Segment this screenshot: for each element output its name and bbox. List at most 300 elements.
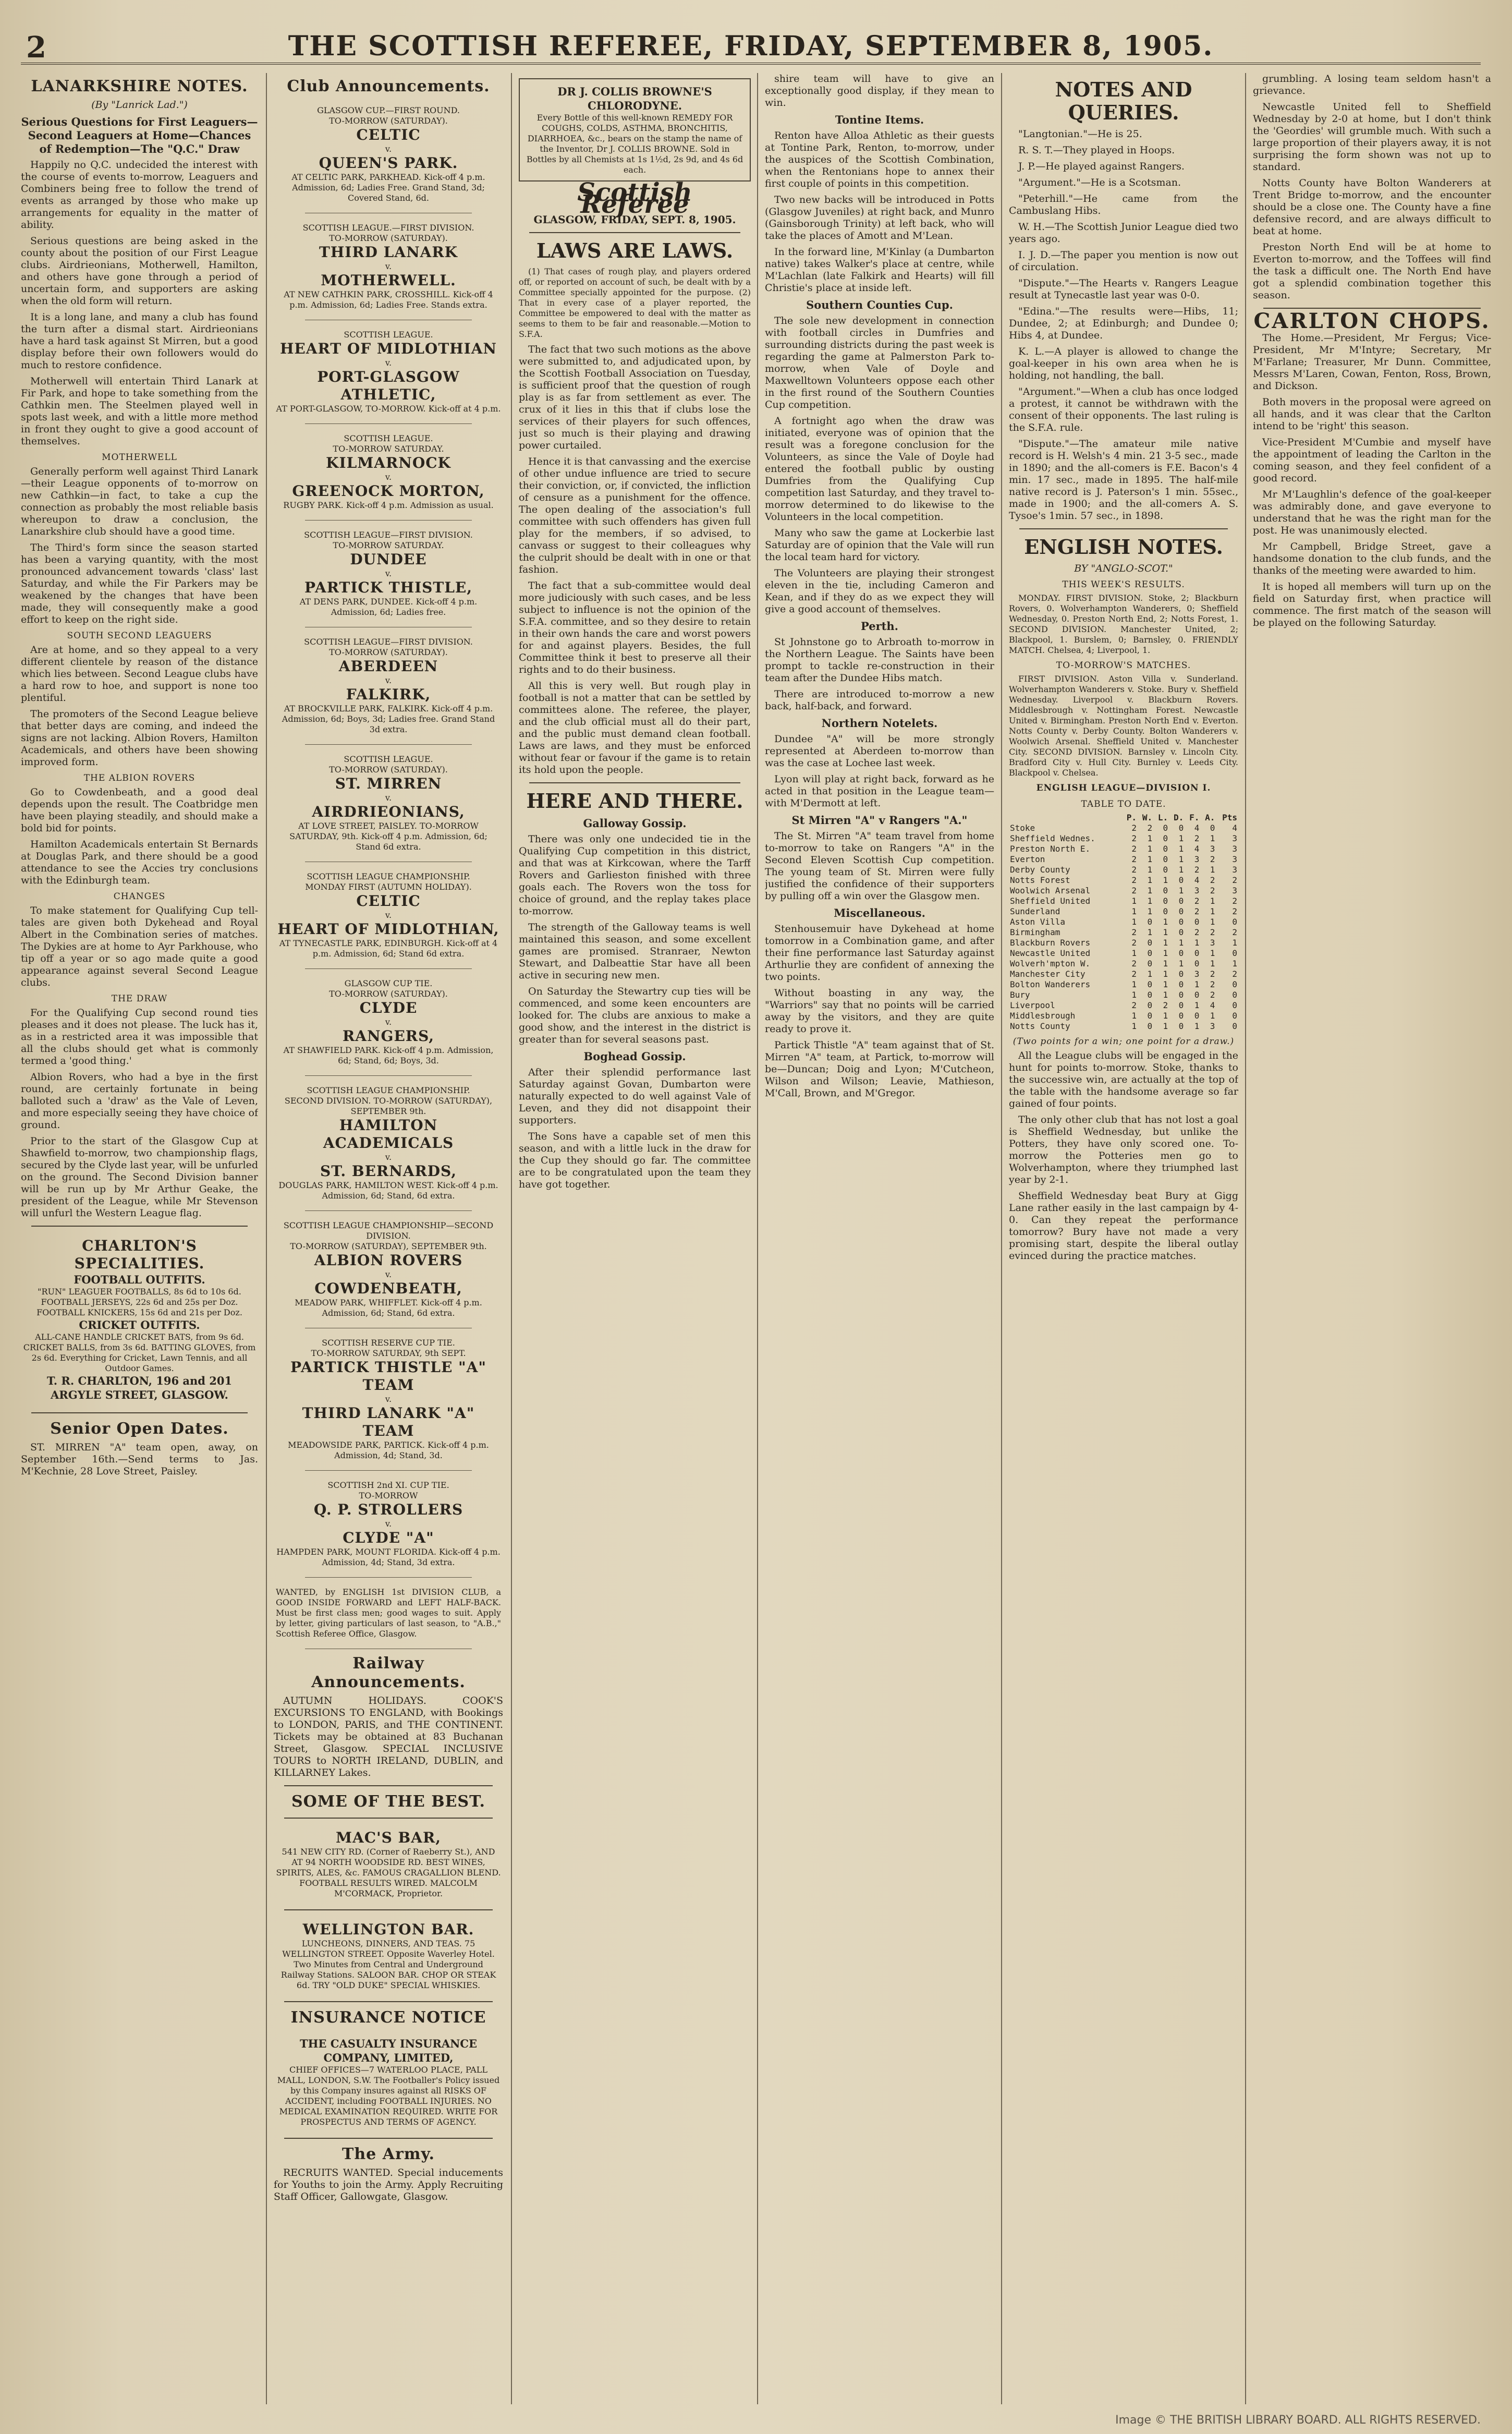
table-cell: 1 [1178, 833, 1184, 843]
table-cell: 2 [1131, 833, 1137, 843]
paragraph: Sheffield Wednesday beat Bury at Gigg Lane rather easily in the last campaign by 4-0. Can they repeat the performance tomorrow? Bury have not made a very promising start, despite the liberal outlay evinced during the practice matches. [1009, 1190, 1238, 1262]
divider [305, 968, 472, 969]
query-answer: "Edina."—The results were—Hibs, 11; Dundee, 2; at Edinburgh; and Dundee 0; Hibs 4, at Dundee. [1009, 306, 1238, 341]
match-date: SECOND DIVISION. TO-MORROW (SATURDAY), SEPTEMBER 9th. [284, 1096, 493, 1116]
table-cell: 0 [1178, 979, 1184, 989]
away-team: CLYDE "A" [343, 1529, 434, 1546]
table-cell: 3 [1194, 854, 1200, 864]
home-team: HEART OF MIDLOTHIAN [279, 340, 497, 357]
table-cell: 0 [1147, 1000, 1153, 1010]
club-announcement [274, 325, 503, 418]
table-cell: 2 [1232, 906, 1237, 916]
away-team: COWDENBEATH, [314, 1280, 462, 1297]
home-team: DUNDEE [350, 551, 427, 568]
advert-text: "RUN" LEAGUER FOOTBALLS, 8s 6d to 10s 6d. FOOTBALL JERSEYS, 22s 6d and 25s per Doz. FOOTBALL KNICKERS, 15s 6d and 21s per Doz. [36, 1287, 242, 1317]
table-column-header: A. [1205, 813, 1215, 822]
table-cell: 2 [1131, 823, 1137, 833]
table-cell: 1 [1163, 927, 1168, 937]
table-cell: 0 [1147, 990, 1153, 1000]
paragraph: The fact that a sub-committee would deal more judiciously with such cases, and be less subject to influence is not the opinion of the S.F.A. committee, and so they desire to retain in their own hands the care and worst powers for and against players. Besides, the full Committee think it best to preserve all their rights and to do their business. [519, 580, 751, 675]
paragraph: The Home.—President, Mr Fergus; Vice-President, Mr M'Intyre; Secretary, Mr M'Farlane; Treasurer, Mr Dunn. Committee, Messrs M'Laren, Cowan, Fenton, Ross, Brown, and Dickson. [1253, 332, 1491, 392]
versus: v. [385, 568, 392, 578]
paragraph: Motherwell will entertain Third Lanark at Fir Park, and hope to take something from the Cathkin men. The Steelmen played well in spots last week, and with a little more method in front they ought to give a good account of themselves. [21, 376, 258, 447]
paragraph: AUTUMN HOLIDAYS. COOK'S EXCURSIONS TO ENGLAND, with Bookings to LONDON, PARIS, and THE CONTINENT. Tickets may be obtained at 83 Buchanan Street, Glasgow. SPECIAL INCLUSIVE TOURS to NORTH IRELAND, DUBLIN, and KILLARNEY Lakes. [274, 1695, 503, 1778]
table-cell: 0 [1147, 959, 1153, 968]
table-cell: 1 [1147, 844, 1153, 854]
table-cell: 2 [1232, 969, 1237, 979]
paragraph: Albion Rovers, who had a bye in the first round, are certainly fortunate in being balloted such a 'draw' as the Vale of Leven, and more especially seeing they have choice of ground. [21, 1071, 258, 1131]
divider [305, 1075, 472, 1076]
league-table [1009, 813, 1238, 1032]
table-cell: 0 [1178, 948, 1184, 958]
table-row [1009, 854, 1238, 865]
versus: v. [385, 261, 392, 271]
table-cell: 1 [1163, 1021, 1168, 1031]
match-date: MONDAY FIRST (AUTUMN HOLIDAY). [305, 882, 472, 892]
table-cell: Everton [1010, 854, 1045, 864]
results-list: MONDAY. FIRST DIVISION. Stoke, 2; Blackburn Rovers, 0. Wolverhampton Wanderers, 0; Sheffield Wednesday, 0. Preston North End, 2; Notts Forest, 1. SECOND DIVISION. Manchester United, 2; Blackpool, 1. Burslem, 0; Barnsley, 0. FRIENDLY MATCH. Chelsea, 4; Liverpool, 1. [1009, 593, 1238, 655]
divider [305, 1210, 472, 1211]
query-answer: J. P.—He played against Rangers. [1018, 161, 1185, 172]
paragraph: The St. Mirren "A" team travel from home to-morrow to take on Rangers "A" in the Second Eleven Scottish Cup competition. The young team of St. Mirren were fully justified the confidence of their supporters by pulling off a win over the Glasgow men. [765, 830, 994, 902]
paragraph: Preston North End will be at home to Everton to-morrow, and the Toffees will find the task a difficult one. The North End have got a splendid combination together this season. [1253, 241, 1491, 301]
column-editorial [519, 73, 751, 2404]
table-cell: Sheffield Wednes. [1010, 833, 1095, 843]
table-row [1009, 979, 1238, 990]
table-cell: 1 [1163, 990, 1168, 1000]
home-team: PARTICK THISTLE "A" TEAM [290, 1359, 486, 1394]
paragraph: grumbling. A losing team seldom hasn't a grievance. [1253, 73, 1491, 96]
advert-title: DR J. COLLIS BROWNE'S CHLORODYNE. [557, 85, 712, 112]
table-column-header: F. [1189, 813, 1200, 822]
table-cell: 2 [1131, 938, 1137, 948]
section-heading: ENGLISH NOTES. [1024, 535, 1223, 559]
table-cell: 1 [1210, 917, 1215, 927]
sub-section-heading: TO-MORROW'S MATCHES. [1056, 660, 1191, 671]
table-row [1009, 896, 1238, 906]
table-cell: 0 [1232, 979, 1237, 989]
table-cell: 0 [1178, 917, 1184, 927]
table-cell: 1 [1163, 948, 1168, 958]
column-rule [1001, 73, 1002, 2404]
table-cell: 1 [1194, 1021, 1200, 1031]
column-rule [1245, 73, 1246, 2404]
venue-details: AT NEW CATHKIN PARK, CROSSHILL. Kick-off 4 p.m. Admission, 6d; Ladies Free. Stands extra. [284, 289, 493, 310]
table-cell: 0 [1178, 1000, 1184, 1010]
table-cell: 1 [1163, 979, 1168, 989]
table-row [1009, 823, 1238, 833]
table-cell: 1 [1131, 896, 1137, 906]
subheading: Serious Questions for First Leaguers—Second Leaguers at Home—Chances of Redemption—The "Q.C." Draw [21, 115, 258, 155]
advert-title: WELLINGTON BAR. [302, 1921, 474, 1938]
divider [529, 232, 740, 233]
paragraph: RECRUITS WANTED. Special inducements for Youths to join the Army. Apply Recruiting Staff Officer, Gallowgate, Glasgow. [274, 2167, 503, 2202]
home-team: KILMARNOCK [326, 454, 451, 471]
club-announcement [274, 633, 503, 739]
paragraph: Hence it is that canvassing and the exercise of other undue influence are tried to secure their conviction, or, if convicted, the infliction of censure as a punishment for the offence. The open dealing of the association's full committee with such offenders has given full play for the members, if so advised, to canvass or suggest to their colleagues why the culprit should be dealt with in one or that fashion. [519, 456, 751, 575]
venue-details: RUGBY PARK. Kick-off 4 p.m. Admission as usual. [283, 500, 494, 510]
table-cell: 1 [1210, 959, 1215, 968]
versus: v. [385, 675, 392, 685]
divider [529, 782, 740, 783]
match-date: TO-MORROW (SATURDAY). [329, 647, 448, 657]
away-team: MOTHERWELL. [321, 272, 456, 289]
away-team: HEART OF MIDLOTHIAN, [277, 921, 499, 938]
competition: GLASGOW CUP TIE. [344, 978, 433, 988]
table-cell: 2 [1131, 969, 1137, 979]
table-row [1009, 906, 1238, 917]
home-team: ABERDEEN [338, 658, 438, 675]
table-column-header [1009, 813, 1122, 823]
paragraph: Hamilton Academicals entertain St Bernards at Douglas Park, and there should be a good attendance to see the Accies try conclusions with the Edinburgh team. [21, 839, 258, 886]
sub-section-heading: THE ALBION ROVERS [83, 773, 196, 783]
table-cell: 1 [1147, 886, 1153, 895]
table-cell: 2 [1232, 875, 1237, 885]
table-cell: Wolverh'mpton W. [1010, 959, 1091, 968]
table-cell: 0 [1194, 1011, 1200, 1021]
table-cell: 2 [1194, 833, 1200, 843]
sub-section-heading: Tontine Items. [835, 113, 924, 126]
table-cell: 0 [1147, 979, 1153, 989]
club-announcement [274, 101, 503, 208]
newspaper-title: THE SCOTTISH REFEREE, FRIDAY, SEPTEMBER 8, 1905. [288, 30, 1214, 62]
advert-title: THE CASUALTY INSURANCE COMPANY, LIMITED, [299, 2037, 478, 2064]
table-cell: Newcastle United [1010, 948, 1091, 958]
macs-bar-advert [274, 1825, 503, 1903]
column-club-news [765, 73, 994, 2404]
match-date: TO-MORROW SATURDAY. [333, 444, 444, 454]
query-answer: "Argument."—He is a Scotsman. [1018, 177, 1181, 188]
away-team: AIRDRIEONIANS, [312, 803, 465, 820]
divider [305, 744, 472, 745]
table-row [1009, 1011, 1238, 1021]
table-cell: 1 [1210, 906, 1215, 916]
byline: (By "Lanrick Lad.") [91, 99, 188, 111]
table-cell: 0 [1232, 948, 1237, 958]
table-cell: 0 [1178, 896, 1184, 906]
match-date: TO-MORROW (SATURDAY). [329, 989, 448, 999]
casualty-insurance-advert [274, 2032, 503, 2132]
sub-section-heading: Galloway Gossip. [583, 817, 687, 830]
club-announcement [274, 429, 503, 515]
table-cell: 2 [1210, 927, 1215, 937]
table-row [1009, 833, 1238, 844]
paragraph: Partick Thistle "A" team against that of St. Mirren "A" team, at Partick, to-morrow will be—Duncan; Doig and Lyon; M'Cutcheon, Wilson and Wilson; Leavie, Mathieson, M'Call, Brown, and M'Gregor. [765, 1039, 994, 1099]
column-english-continued [1253, 73, 1491, 2404]
table-cell: 3 [1194, 969, 1200, 979]
divider [284, 1818, 493, 1819]
table-note: (Two points for a win; one point for a draw.) [1013, 1036, 1235, 1047]
paragraph: Vice-President M'Cumbie and myself have the appointment of leading the Carlton in the coming season, and they feel confident of a good record. [1253, 437, 1491, 484]
table-cell: 0 [1178, 1021, 1184, 1031]
sub-section-heading: Miscellaneous. [834, 906, 925, 919]
away-team: RANGERS, [342, 1027, 435, 1045]
table-cell: 0 [1178, 823, 1184, 833]
table-cell: Bury [1010, 990, 1030, 1000]
home-team: CLYDE [359, 999, 418, 1016]
section-heading: SOME OF THE BEST. [291, 1793, 485, 1811]
section-heading: Senior Open Dates. [50, 1420, 229, 1438]
table-cell: 1 [1147, 854, 1153, 864]
paragraph: Two new backs will be introduced in Potts (Glasgow Juveniles) at right back, and Munro (Gainsborough Trinity) at left back, who will take the places of Amott and M'Lean. [765, 194, 994, 241]
table-cell: 2 [1131, 886, 1137, 895]
table-cell: 1 [1194, 1000, 1200, 1010]
query-answer: "Peterhill."—He came from the Cambuslang Hibs. [1009, 193, 1238, 216]
advert-title: CHARLTON'S SPECIALITIES. [74, 1237, 205, 1272]
table-cell: Middlesbrough [1010, 1011, 1076, 1021]
paragraph: The Third's form since the season started has been a varying quantity, with the most pronounced advancement towards 'class' last Saturday, and while the Fir Parkers may be weakened by the changes that have been made, they will consequently make a good effort to keep on the right side. [21, 542, 258, 625]
paragraph: Many who saw the game at Lockerbie last Saturday are of opinion that the Vale will run the local team hard for victory. [765, 527, 994, 563]
paragraph: To make statement for Qualifying Cup tell-tales are given both Dykehead and Royal Albert in the Combination series of matches. The Dykies are at home to Ayr Parkhouse, who tip off a year or so ago made quite a good appearance against several Second League clubs. [21, 905, 258, 988]
table-cell: 2 [1210, 854, 1215, 864]
away-team: PARTICK THISTLE, [304, 579, 473, 596]
venue-details: AT PORT-GLASGOW, TO-MORROW. Kick-off at 4 p.m. [276, 404, 501, 414]
advert-text: ALL-CANE HANDLE CRICKET BATS, from 9s 6d. CRICKET BALLS, from 3s 6d. BATTING GLOVES, from 2s 6d. Everything for Cricket, Lawn Tennis, and all Outdoor Games. [23, 1332, 256, 1373]
paragraph: The only other club that has not lost a goal is Sheffield Wednesday, but unlike the Potters, they have only scored one. To-morrow the Potteries men go to Wolverhampton, where they triumphed last year by 2-1. [1009, 1114, 1238, 1185]
table-cell: 0 [1232, 917, 1237, 927]
venue-details: AT CELTIC PARK, PARKHEAD. Kick-off 4 p.m. Admission, 6d; Ladies Free. Grand Stand, 3d; Covered Stand, 6d. [291, 172, 485, 203]
table-cell: 1 [1131, 979, 1137, 989]
home-team: ALBION ROVERS [314, 1252, 463, 1269]
home-team: ST. MIRREN [335, 775, 442, 792]
paragraph: Newcastle United fell to Sheffield Wednesday by 2-0 at home, but I don't think the 'Geordies' will grumble much. With such a large proportion of their players away, it is not surprising the form shown was not up to standard. [1253, 101, 1491, 173]
table-cell: 0 [1163, 865, 1168, 875]
page-number: 2 [26, 30, 46, 65]
table-cell: 1 [1147, 833, 1153, 843]
table-cell: 1 [1163, 959, 1168, 968]
club-announcement [274, 526, 503, 622]
section-heading: Railway Announcements. [311, 1654, 466, 1691]
table-column-header: L. [1157, 813, 1168, 822]
venue-details: AT TYNECASTLE PARK, EDINBURGH. Kick-off at 4 p.m. Admission, 6d; Stand 6d extra. [279, 938, 498, 959]
fixtures-list: FIRST DIVISION. Aston Villa v. Sunderland. Wolverhampton Wanderers v. Stoke. Bury v. Sheffield Wednesday. Liverpool v. Blackburn Rovers. Middlesbrough v. Nottingham Forest. Newcastle United v. Birmingham. Preston North End v. Everton. Notts County v. Derby County. Bolton Wanderers v. Woolwich Arsenal. Sheffield United v. Manchester City. SECOND DIVISION. Barnsley v. Lincoln City. Bradford City v. Hull City. Burnley v. Leeds City. Blackpool v. Chelsea. [1009, 674, 1238, 778]
advert-text: WANTED, by ENGLISH 1st DIVISION CLUB, a GOOD INSIDE FORWARD and LEFT HALF-BACK. Must be first class men; good wages to suit. Apply by letter, giving particulars of last season, to "A.B.," Scottish Referee Office, Glasgow. [276, 1587, 501, 1639]
table-cell: 2 [1194, 896, 1200, 906]
competition: SCOTTISH LEAGUE—FIRST DIVISION. [304, 530, 473, 540]
competition: SCOTTISH LEAGUE. [344, 330, 433, 340]
section-heading: Club Announcements. [287, 77, 490, 95]
query-answer: "Dispute."—The amateur mile native record is H. Welsh's 4 min. 21 3-5 sec., made in 1890; and the all-comers is F.E. Bacon's 4 min. 17 sec., made in 1895. The half-mile native record is J. Paterson's 1 min. 55sec., made in 1900; and the all-comers A. S. Tysoe's 1min. 57 sec., in 1898. [1009, 438, 1238, 522]
table-cell: Sunderland [1010, 906, 1060, 916]
table-column-header: P. [1126, 813, 1137, 822]
table-cell: Preston North E. [1010, 844, 1091, 854]
paragraph: Stenhousemuir have Dykehead at home tomorrow in a Combination game, and after their fine performance last Saturday against Arthurlie they are confident of annexing the two points. [765, 923, 994, 983]
table-cell: 0 [1194, 948, 1200, 958]
sub-section-heading: MOTHERWELL [102, 452, 177, 463]
byline: BY "ANGLO-SCOT." [1074, 563, 1173, 574]
table-cell: 2 [1131, 875, 1137, 885]
club-announcement [274, 1081, 503, 1205]
table-cell: 2 [1232, 927, 1237, 937]
venue-details: DOUGLAS PARK, HAMILTON WEST. Kick-off 4 p.m. Admission, 6d; Stand, 6d extra. [278, 1180, 498, 1201]
table-cell: Aston Villa [1010, 917, 1065, 927]
table-cell: 1 [1131, 1011, 1137, 1021]
query-answer: "Argument."—When a club has once lodged a protest, it cannot be withdrawn with the consent of their opponents. The last ruling is the S.F.A. rule. [1009, 386, 1238, 433]
table-cell: 0 [1163, 823, 1168, 833]
club-announcement [274, 219, 503, 314]
table-cell: Sheffield United [1010, 896, 1091, 906]
venue-details: AT LOVE STREET, PAISLEY. TO-MORROW SATURDAY, 9th. Kick-off 4 p.m. Admission, 6d; Stand 6d extra. [289, 821, 487, 852]
table-cell: 1 [1147, 906, 1153, 916]
table-cell: 4 [1194, 844, 1200, 854]
table-cell: 1 [1210, 833, 1215, 843]
paragraph: Happily no Q.C. undecided the interest with the course of events to-morrow, Leaguers and Combiners being free to follow the trend of events as arranged by those who make up arrangements for equality in the matter of ability. [21, 159, 258, 231]
table-cell: 4 [1194, 823, 1200, 833]
table-row [1009, 1000, 1238, 1011]
versus: v. [385, 1519, 392, 1529]
table-cell: 1 [1147, 865, 1153, 875]
table-cell: 4 [1232, 823, 1237, 833]
table-cell: 0 [1178, 906, 1184, 916]
paragraph: Without boasting in any way, the "Warriors" say that no points will be carried away by the visitors, and they are quite ready to prove it. [765, 987, 994, 1035]
divider [284, 1909, 493, 1910]
table-cell: 0 [1163, 854, 1168, 864]
table-cell: 3 [1194, 886, 1200, 895]
venue-details: AT SHAWFIELD PARK. Kick-off 4 p.m. Admission, 6d; Stand, 6d; Boys, 3d. [283, 1045, 494, 1065]
paragraph: shire team will have to give an exceptionally good display, if they mean to win. [765, 73, 994, 108]
table-cell: 4 [1210, 1000, 1215, 1010]
table-cell: 3 [1232, 833, 1237, 843]
chlorodyne-advert [519, 78, 751, 181]
home-team: Q. P. STROLLERS [313, 1501, 464, 1518]
wellington-bar-advert [274, 1917, 503, 1995]
table-cell: 1 [1147, 896, 1153, 906]
table-cell: 1 [1163, 969, 1168, 979]
quoted-motion: (1) That cases of rough play, and players ordered off, or reported on account of such, be dealt with by a Committee specially appointed for the purpose. (2) That in every case of a player reported, the Committee be empowered to deal with the matter as seems to them to be fair and reasonable.—Motion to S.F.A. [519, 267, 751, 339]
divider [31, 1226, 248, 1227]
paragraph: There are introduced to-morrow a new back, half-back, and forward. [765, 688, 994, 712]
table-cell: 1 [1147, 969, 1153, 979]
table-cell: 2 [1210, 886, 1215, 895]
club-announcement [274, 974, 503, 1070]
table-cell: 0 [1178, 1011, 1184, 1021]
paragraph: Are at home, and so they appeal to a very different clientele by reason of the distance which lies between. Second League clubs have a hard row to hoe, and support is none too plentiful. [21, 644, 258, 704]
away-team: FALKIRK, [346, 686, 431, 703]
table-cell: 3 [1210, 844, 1215, 854]
table-cell: 3 [1210, 1021, 1215, 1031]
venue-details: AT DENS PARK, DUNDEE. Kick-off 4 p.m. Admission, 6d; Ladies free. [299, 597, 478, 617]
query-answer: W. H.—The Scottish Junior League died two years ago. [1009, 221, 1238, 245]
home-team: CELTIC [356, 126, 421, 143]
table-cell: 1 [1210, 948, 1215, 958]
table-cell: 3 [1232, 886, 1237, 895]
table-cell: 0 [1178, 990, 1184, 1000]
table-cell: 0 [1147, 938, 1153, 948]
column-notes-and-english [1009, 73, 1238, 2404]
section-heading: NOTES AND QUERIES. [1055, 78, 1192, 124]
venue-details: MEADOWSIDE PARK, PARTICK. Kick-off 4 p.m. Admission, 4d; Stand, 3d. [288, 1440, 489, 1460]
table-column-header: W. [1142, 813, 1153, 822]
divider [284, 2138, 493, 2139]
sub-section-heading: Southern Counties Cup. [806, 298, 953, 311]
table-cell: 2 [1210, 969, 1215, 979]
table-row [1009, 990, 1238, 1000]
table-cell: 1 [1163, 1011, 1168, 1021]
paragraph: The fact that two such motions as the above were submitted to, and adjudicated upon, by the Scottish Football Association on Tuesday, is sufficient proof that the question of rough play is as far from settlement as ever. The crux of it lies in this that if clubs lose the services of their players for such offences, just so much is their playing and drawing power curtailed. [519, 344, 751, 451]
away-team: PORT-GLASGOW ATHLETIC, [317, 368, 460, 403]
table-row [1009, 917, 1238, 927]
section-heading: LANARKSHIRE NOTES. [31, 77, 248, 95]
table-cell: 0 [1147, 1011, 1153, 1021]
divider [305, 423, 472, 424]
table-cell: 4 [1194, 875, 1200, 885]
column-rule [511, 73, 512, 2404]
paragraph: Mr M'Laughlin's defence of the goal-keeper was admirably done, and gave everyone to understand that he was the right man for the post. He was unanimously elected. [1253, 489, 1491, 536]
paragraph: For the Qualifying Cup second round ties pleases and it does not please. The luck has it, as in a restricted area it was impossible that all the clubs should get what is commonly termed a 'good thing.' [21, 1007, 258, 1067]
sub-section-heading: THE DRAW [111, 994, 168, 1004]
away-team: THIRD LANARK "A" TEAM [302, 1404, 475, 1439]
paragraph: Generally perform well against Third Lanark —their League opponents of to-morrow on new Cathkin—in fact, to take a cup the connection as probably the most reliable basis whereupon to draw a conclusion, the Lanarkshire club should have a good time. [21, 466, 258, 537]
table-cell: 3 [1210, 938, 1215, 948]
table-cell: Liverpool [1010, 1000, 1055, 1010]
sub-section-heading: St Mirren "A" v Rangers "A." [791, 814, 968, 827]
club-announcement [274, 1334, 503, 1465]
section-heading: CARLTON CHOPS. [1253, 309, 1491, 333]
sub-section-heading: SOUTH SECOND LEAGUERS [67, 631, 212, 641]
table-cell: 2 [1131, 865, 1137, 875]
paragraph: Notts County have Bolton Wanderers at Trent Bridge to-morrow, and the encounter should be a close one. The County have a fine defensive record, and are always difficult to beat at home. [1253, 177, 1491, 237]
paragraph: It is a long lane, and many a club has found the turn after a dismal start. Airdrieonians have a hard task against St Mirren, but a good display before their own followers would do much to restore confidence. [21, 311, 258, 371]
sub-section-heading: Northern Notelets. [821, 717, 938, 730]
match-date: TO-MORROW (SATURDAY). [329, 116, 448, 126]
masthead [21, 26, 1481, 65]
venue-details: AT BROCKVILLE PARK, FALKIRK. Kick-off 4 p.m. Admission, 6d; Boys, 3d; Ladies free. Grand Stand 3d extra. [282, 704, 495, 734]
paper-logo: Scottish Referee [577, 178, 692, 219]
table-cell: 2 [1163, 1000, 1168, 1010]
table-cell: 1 [1232, 959, 1237, 968]
table-cell: 0 [1147, 948, 1153, 958]
versus: v. [385, 910, 392, 920]
table-cell: 2 [1131, 844, 1137, 854]
table-cell: 3 [1232, 854, 1237, 864]
club-announcement [274, 1476, 503, 1572]
away-team: ST. BERNARDS, [320, 1162, 457, 1180]
table-cell: 2 [1131, 959, 1137, 968]
paragraph: A fortnight ago when the draw was initiated, everyone was of opinion that the result was a foregone conclusion for the Volunteers, as since the Vale of Doyle had entered the football public by ousting Dumfries from the Qualifying Cup competition last Saturday, and they travel to-morrow determined to do likewise to the Volunteers in the local competition. [765, 415, 994, 523]
query-answer: K. L.—A player is allowed to change the goal-keeper in his own area when he is holding, not handling, the ball. [1009, 346, 1238, 381]
query-answer: "Langtonian."—He is 25. [1018, 128, 1142, 140]
divider [284, 1785, 493, 1786]
advert-text: Every Bottle of this well-known REMEDY FOR COUGHS, COLDS, ASTHMA, BRONCHITIS, DIARRHOEA, &c., bears on the stamp the name of the Inventor, Dr J. COLLIS BROWNE. Sold in Bottles by all Chemists at 1s 1½d, 2s 9d, and 4s 6d each. [526, 113, 743, 175]
table-cell: 1 [1210, 865, 1215, 875]
table-cell: 0 [1147, 917, 1153, 927]
table-cell: 2 [1147, 823, 1153, 833]
venue-details: MEADOW PARK, WHIFFLET. Kick-off 4 p.m. Admission, 6d; Stand, 6d extra. [295, 1298, 482, 1318]
match-date: TO-MORROW (SATURDAY). [329, 233, 448, 243]
dateline: GLASGOW, FRIDAY, SEPT. 8, 1905. [533, 213, 736, 226]
table-row [1009, 865, 1238, 875]
table-cell: Notts Forest [1010, 875, 1070, 885]
paragraph: It is hoped all members will turn up on the field on Saturday first, when practice will commence. The first match of the season will be played on the following Saturday. [1253, 581, 1491, 628]
paragraph: Lyon will play at right back, forward as he acted in that position in the League team—with M'Dermott at left. [765, 773, 994, 809]
versus: v. [385, 472, 392, 482]
sub-section-heading: Perth. [861, 620, 898, 633]
table-cell: Blackburn Rovers [1010, 938, 1091, 948]
versus: v. [385, 793, 392, 803]
paragraph: The Volunteers are playing their strongest eleven in the tie, including Cameron and Kean, and if they do as we expect they will give a good account of themselves. [765, 567, 994, 615]
league-table-title: ENGLISH LEAGUE—DIVISION I. [1036, 783, 1211, 793]
paragraph: Dundee "A" will be more strongly represented at Aberdeen to-morrow than was the case at Lochee last week. [765, 733, 994, 769]
table-cell: 1 [1147, 875, 1153, 885]
table-cell: 2 [1194, 906, 1200, 916]
divider [305, 1577, 472, 1578]
table-cell: Birmingham [1010, 927, 1060, 937]
column-rule [266, 73, 267, 2404]
table-cell: 2 [1210, 979, 1215, 989]
paragraph: The sole new development in connection with football circles in Dumfries and surrounding districts during the past week is regarding the game at Palmerston Park to-morrow, when Vale of Doyle and Maxwelltown Volunteers oppose each other in the first round of the Southern Counties Cup competition. [765, 315, 994, 410]
advert-text: CHIEF OFFICES—7 WATERLOO PLACE, PALL MALL, LONDON, S.W. The Footballer's Policy issued by this Company insures against all RISKS OF ACCIDENT, including FOOTBALL INJURIES. NO MEDICAL EXAMINATION REQUIRED. WRITE FOR PROSPECTUS AND TERMS OF AGENCY. [277, 2065, 500, 2127]
table-cell: Derby County [1010, 865, 1070, 875]
